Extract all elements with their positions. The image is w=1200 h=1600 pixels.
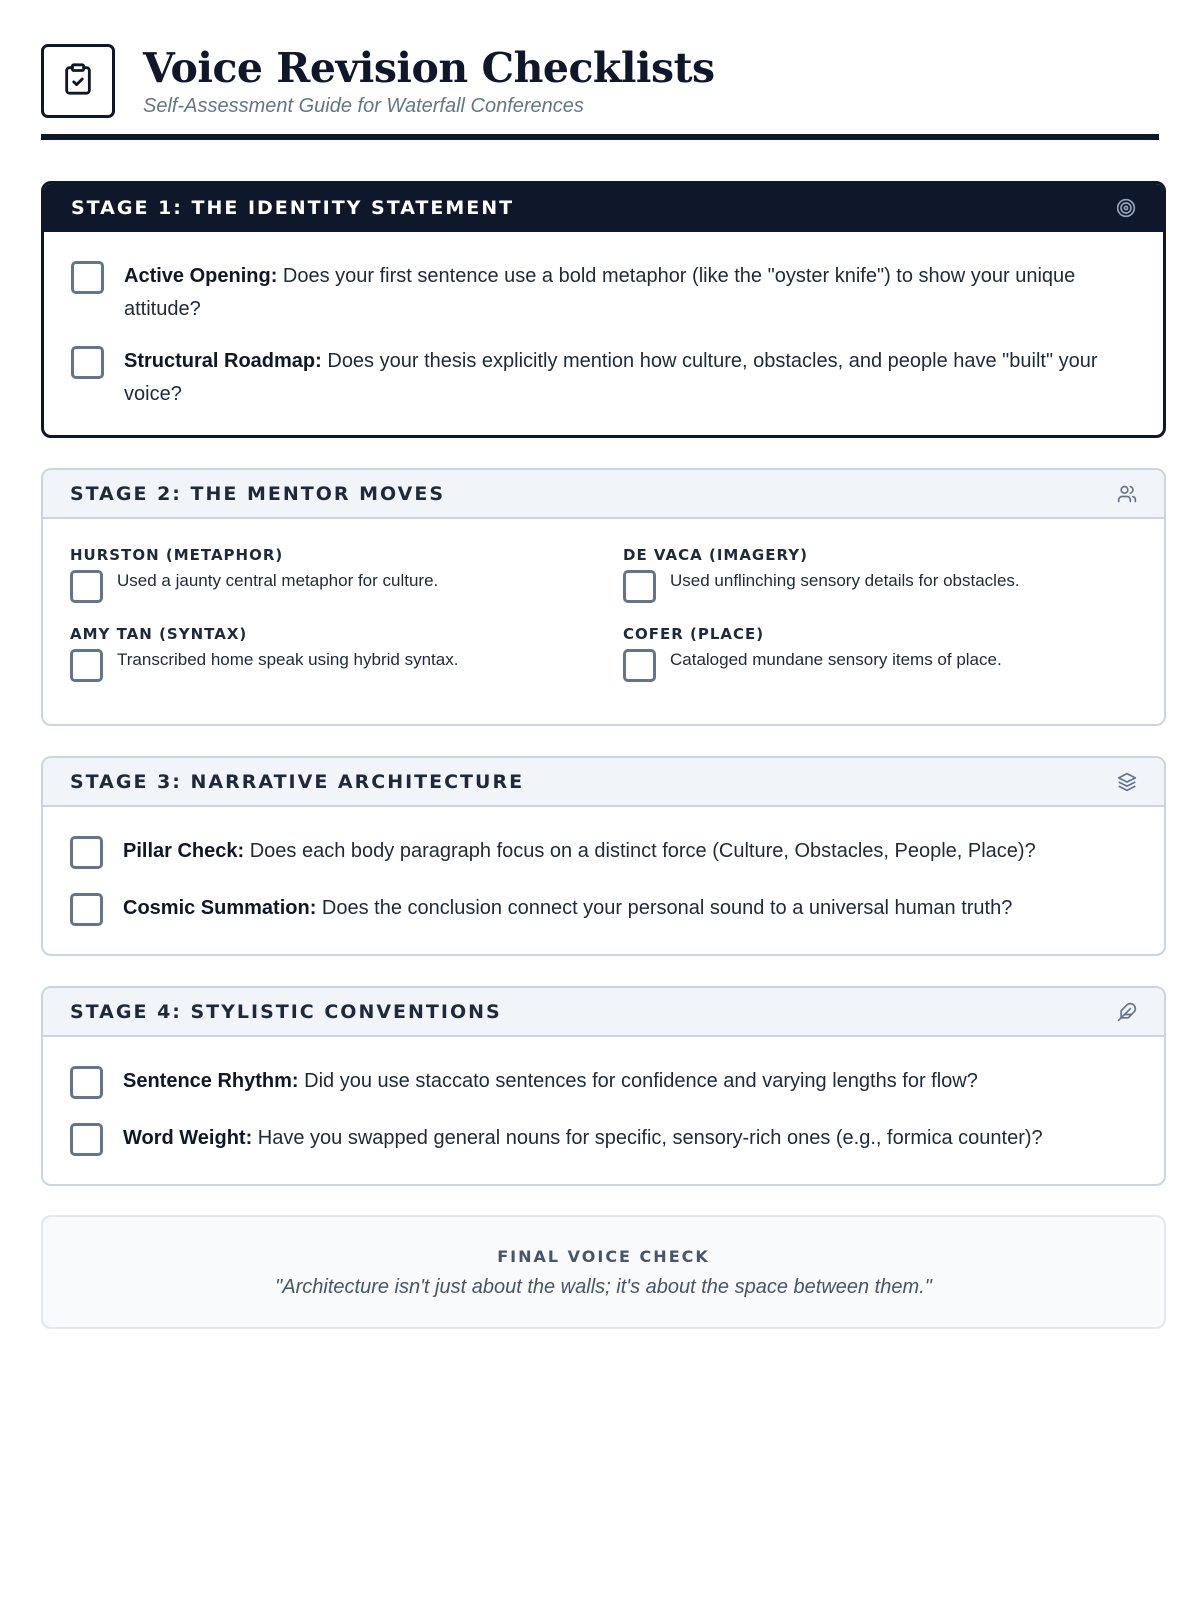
mentor-text: Used unflinching sensory details for obstacles. xyxy=(670,571,1020,590)
mentor-text: Cataloged mundane sensory items of place. xyxy=(670,650,1002,669)
checkbox[interactable] xyxy=(70,649,103,682)
item-text: Have you swapped general nouns for specific, sensory-rich ones (e.g., formica counter)? xyxy=(252,1127,1043,1149)
mentor-label: AMY TAN (SYNTAX) xyxy=(70,625,248,643)
stage-4-title: STAGE 4: STYLISTIC CONVENTIONS xyxy=(70,1000,502,1023)
checklist-item xyxy=(71,260,1133,326)
stage-1-header xyxy=(44,184,1163,232)
mentor-label: COFER (PLACE) xyxy=(623,625,765,643)
final-voice-check xyxy=(41,1215,1166,1329)
stage-3-card xyxy=(41,756,1166,956)
final-quote: "Architecture isn't just about the walls; it's about the space between them." xyxy=(275,1276,932,1298)
stage-4-header xyxy=(43,988,1164,1037)
checklist-item xyxy=(70,1122,1134,1156)
page-title: Voice Revision Checklists xyxy=(143,44,715,92)
final-label: FINAL VOICE CHECK xyxy=(497,1247,710,1266)
stage-2-card xyxy=(41,468,1166,726)
stage-3-title: STAGE 3: NARRATIVE ARCHITECTURE xyxy=(70,770,525,793)
item-text: Does your thesis explicitly mention how culture, obstacles, and people have "built" your voice? xyxy=(124,350,1098,405)
stage-1-card xyxy=(41,181,1166,438)
item-label: Word Weight: xyxy=(123,1127,253,1149)
logo xyxy=(41,44,115,118)
item-label: Structural Roadmap: xyxy=(124,350,322,372)
item-text: Did you use staccato sentences for confidence and varying lengths for flow? xyxy=(298,1070,978,1092)
checkbox[interactable] xyxy=(70,836,103,869)
checkbox[interactable] xyxy=(623,570,656,603)
checkbox[interactable] xyxy=(71,261,104,294)
mentor-hurston xyxy=(70,546,623,603)
mentor-label: DE VACA (IMAGERY) xyxy=(623,546,808,564)
checklist-item xyxy=(70,892,1134,926)
item-label: Cosmic Summation: xyxy=(123,897,317,919)
item-label: Pillar Check: xyxy=(123,840,245,862)
layers-icon xyxy=(1116,771,1138,793)
checkbox[interactable] xyxy=(70,1066,103,1099)
stage-2-header xyxy=(43,470,1164,519)
page-subtitle: Self-Assessment Guide for Waterfall Conferences xyxy=(143,95,584,117)
feather-icon xyxy=(1116,1001,1138,1023)
item-label: Sentence Rhythm: xyxy=(123,1070,299,1092)
checklist-item xyxy=(70,835,1134,869)
stage-4-card xyxy=(41,986,1166,1186)
mentor-label: HURSTON (METAPHOR) xyxy=(70,546,284,564)
item-text: Does your first sentence use a bold metaphor (like the "oyster knife") to show your unique attitude? xyxy=(124,265,1076,320)
target-icon xyxy=(1115,197,1137,219)
mentor-text: Transcribed home speak using hybrid syntax. xyxy=(117,650,459,669)
item-text: Does the conclusion connect your personal sound to a universal human truth? xyxy=(316,897,1013,919)
mentor-cofer xyxy=(623,625,1143,682)
page-header xyxy=(41,44,1159,140)
stage-3-header xyxy=(43,758,1164,807)
checkbox[interactable] xyxy=(623,649,656,682)
checklist-item xyxy=(71,345,1133,411)
mentor-text: Used a jaunty central metaphor for culture. xyxy=(117,571,439,590)
mentor-amy-tan xyxy=(70,625,623,682)
mentor-de-vaca xyxy=(623,546,1143,603)
checkbox[interactable] xyxy=(71,346,104,379)
stage-2-title: STAGE 2: THE MENTOR MOVES xyxy=(70,482,446,505)
item-label: Active Opening: xyxy=(124,265,278,287)
checkbox[interactable] xyxy=(70,570,103,603)
checkbox[interactable] xyxy=(70,1123,103,1156)
item-text: Does each body paragraph focus on a distinct force (Culture, Obstacles, People, Place)? xyxy=(244,840,1036,862)
checkbox[interactable] xyxy=(70,893,103,926)
users-icon xyxy=(1116,483,1138,505)
clipboard-check-icon xyxy=(61,62,95,101)
checklist-item xyxy=(70,1065,1134,1099)
stage-1-title: STAGE 1: THE IDENTITY STATEMENT xyxy=(71,197,515,219)
